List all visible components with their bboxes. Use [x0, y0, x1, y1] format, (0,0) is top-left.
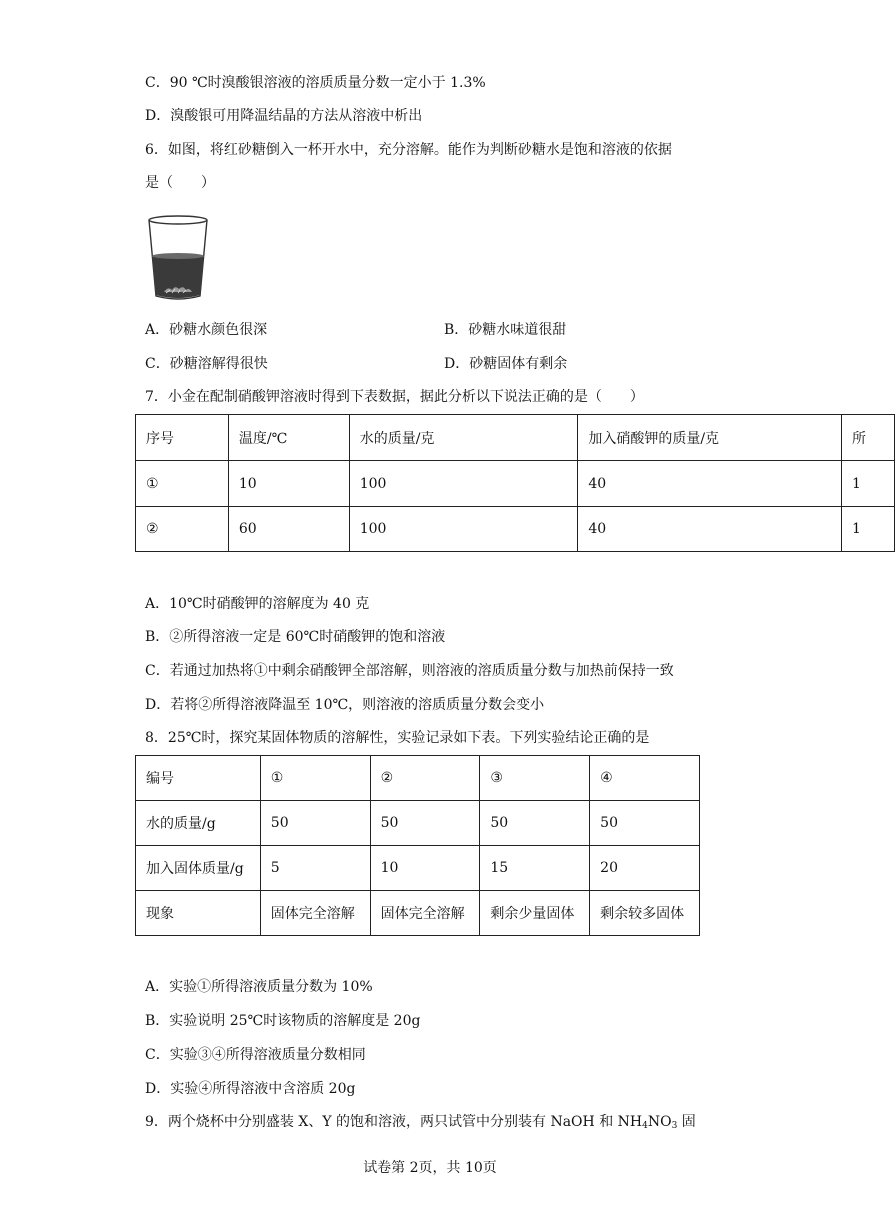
page-footer: 试卷第 2页，共 10页	[363, 1160, 497, 1176]
table-row	[136, 756, 700, 801]
table-row	[136, 801, 700, 846]
table-row	[136, 461, 895, 507]
q5-option-c: C．90 ℃时溴酸银溶液的溶质质量分数一定小于 1.3%	[145, 75, 486, 91]
q7-header-cell: 序号	[136, 415, 229, 461]
q8-cell: 5	[260, 846, 370, 891]
q7-cell: 40	[578, 461, 842, 507]
q8-cell: 加入固体质量/g	[136, 846, 261, 891]
q7-data-table	[135, 414, 895, 552]
q6-stem-line1: 6．如图，将红砂糖倒入一杯开水中，充分溶解。能作为判断砂糖水是饱和溶液的依据	[145, 142, 672, 158]
q8-cell: 50	[370, 801, 480, 846]
q6-option-a: A．砂糖水颜色很深	[145, 322, 268, 338]
q7-header-cell: 加入硝酸钾的质量/克	[578, 415, 842, 461]
q8-cell: 50	[590, 801, 700, 846]
q8-cell: 剩余少量固体	[480, 891, 590, 936]
q8-stem: 8．25℃时，探究某固体物质的溶解性，实验记录如下表。下列实验结论正确的是	[145, 730, 650, 746]
q8-option-a: A．实验①所得溶液质量分数为 10%	[145, 979, 373, 995]
q9-subscript: 3	[671, 1121, 678, 1131]
q7-cell: ①	[136, 461, 229, 507]
q7-option-a: A．10℃时硝酸钾的溶解度为 40 克	[145, 596, 370, 612]
q8-cell: ④	[590, 756, 700, 801]
q7-option-b: B．②所得溶液一定是 60℃时硝酸钾的饱和溶液	[145, 629, 446, 645]
sugar-water-beaker-figure	[146, 214, 210, 302]
q8-cell: 固体完全溶解	[370, 891, 480, 936]
q8-cell: 水的质量/g	[136, 801, 261, 846]
q8-cell: 15	[480, 846, 590, 891]
q8-cell: 50	[480, 801, 590, 846]
q9-stem-part: 固	[677, 1114, 696, 1130]
q7-option-d: D．若将②所得溶液降温至 10℃，则溶液的溶质质量分数会变小	[145, 697, 545, 713]
table-row	[136, 846, 700, 891]
q8-cell: ①	[260, 756, 370, 801]
q7-header-cell: 水的质量/克	[349, 415, 578, 461]
q8-cell: 50	[260, 801, 370, 846]
q5-option-d: D．溴酸银可用降温结晶的方法从溶液中析出	[145, 108, 423, 124]
q7-stem: 7．小金在配制硝酸钾溶液时得到下表数据，据此分析以下说法正确的是（ ）	[145, 389, 644, 405]
q8-cell: ③	[480, 756, 590, 801]
q7-header-cell: 温度/℃	[228, 415, 349, 461]
q9-stem	[145, 1112, 696, 1132]
q8-option-d: D．实验④所得溶液中含溶质 20g	[145, 1081, 356, 1097]
q7-cell: 10	[228, 461, 349, 507]
q7-cell: 1	[842, 461, 895, 507]
q7-option-c: C．若通过加热将①中剩余硝酸钾全部溶解，则溶液的溶质质量分数与加热前保持一致	[145, 663, 674, 679]
table-row	[136, 507, 895, 552]
q8-cell: 20	[590, 846, 700, 891]
q7-cell: 60	[228, 507, 349, 552]
q7-cell: 100	[349, 507, 578, 552]
q7-cell: 100	[349, 461, 578, 507]
q7-table-header-row	[136, 415, 895, 461]
q8-cell: 编号	[136, 756, 261, 801]
q8-option-c: C．实验③④所得溶液质量分数相同	[145, 1047, 366, 1063]
q7-cell: 1	[842, 507, 895, 552]
q7-cell: ②	[136, 507, 229, 552]
q8-cell: 10	[370, 846, 480, 891]
q9-stem-part: NO	[647, 1114, 672, 1130]
q7-header-cell: 所	[842, 415, 895, 461]
table-row	[136, 891, 700, 936]
q6-option-d: D．砂糖固体有剩余	[444, 356, 568, 372]
q8-cell: ②	[370, 756, 480, 801]
q8-cell: 固体完全溶解	[260, 891, 370, 936]
q9-stem-part: 9．两个烧杯中分别盛装 X、Y 的饱和溶液，两只试管中分别装有 NaOH 和 NH	[145, 1114, 643, 1130]
q6-stem-line2: 是（ ）	[145, 175, 215, 191]
q6-option-c: C．砂糖溶解得很快	[145, 356, 268, 372]
q6-option-b: B．砂糖水味道很甜	[444, 322, 567, 338]
q8-data-table	[135, 755, 700, 936]
q8-option-b: B．实验说明 25℃时该物质的溶解度是 20g	[145, 1013, 421, 1029]
q9-subscript: 4	[642, 1121, 648, 1131]
q8-cell: 现象	[136, 891, 261, 936]
q7-cell: 40	[578, 507, 842, 552]
q8-cell: 剩余较多固体	[590, 891, 700, 936]
